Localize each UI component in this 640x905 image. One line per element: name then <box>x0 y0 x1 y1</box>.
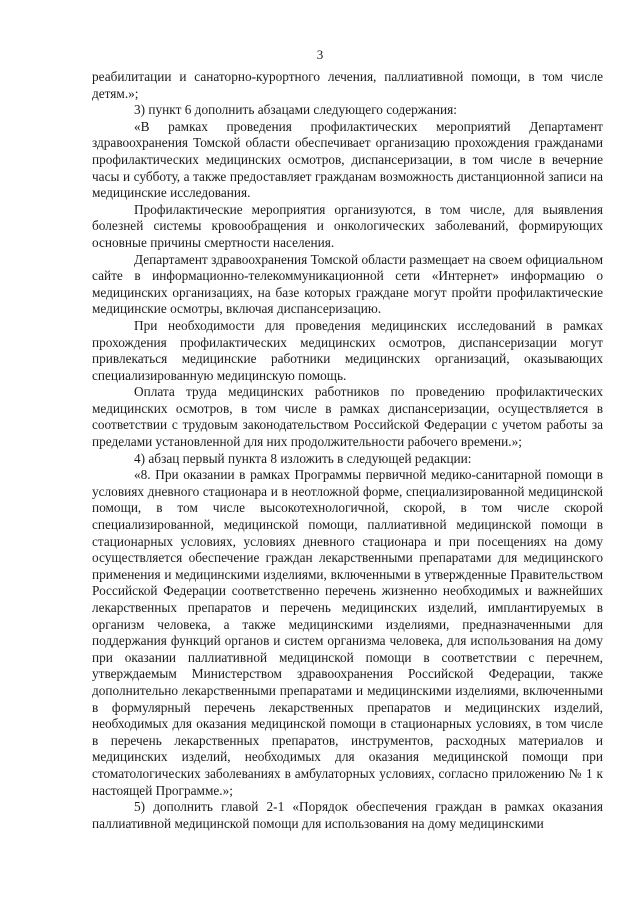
paragraph-medical-workers: При необходимости для проведения медицинских исследований в рамках прохождения профилактических медицинских осмотров, диспансеризации могут привлекаться медицинские работники медицинских организаций, оказывающих специализированную медицинскую помощь. <box>92 317 603 383</box>
paragraph-department-website: Департамент здравоохранения Томской области размещает на своем официальном сайте в информационно-телекоммуникационной сети «Интернет» информацию о медицинских организациях, на базе которых граждане могут пройти профилактические медицинские осмотры, включая диспансеризацию. <box>92 251 603 317</box>
paragraph-continuation: реабилитации и санаторно-курортного лечения, паллиативной помощи, в том числе детям.»; <box>92 69 603 101</box>
paragraph-preventive-measures: «В рамках проведения профилактических мероприятий Департамент здравоохранения Томской области обеспечивает организацию прохождения гражданами профилактических медицинских осмотров, диспансеризации, в том числе в вечерние часы и субботу, а также предоставляет гражданам возможность дистанционной записи на медицинские исследования. <box>92 118 603 201</box>
page-number: 3 <box>316 47 324 62</box>
paragraph-item-4: 4) абзац первый пункта 8 изложить в следующей редакции: <box>134 450 472 466</box>
paragraph-preventive-purpose: Профилактические мероприятия организуются, в том числе, для выявления болезней системы кровообращения и онкологических заболеваний, формирующих основные причины смертности населения. <box>92 201 603 250</box>
paragraph-item-5: 5) дополнить главой 2-1 «Порядок обеспечения граждан в рамках оказания паллиативной медицинской помощи для использования на дому медицинскими <box>92 799 603 831</box>
paragraph-labor-payment: Оплата труда медицинских работников по проведению профилактических медицинских осмотров, в том числе в рамках диспансеризации, осуществляется в соответствии с трудовым законодательством Российской Федерации с учетом работы за пределами установленной для них продолжительности рабочего времени.»; <box>92 384 603 450</box>
document-body <box>92 69 603 832</box>
paragraph-item-3: 3) пункт 6 дополнить абзацами следующего содержания: <box>134 102 457 118</box>
paragraph-clause-8: «8. При оказании в рамках Программы первичной медико-санитарной помощи в условиях дневного стационара и в неотложной форме, специализированной медицинской помощи, в том числе высокотехнологичной, скорой, в том числе скорой специализированной, медицинской помощи, паллиативной медицинской помощи в стационарных условиях, условиях дневного стационара и при посещениях на дому осуществляется обеспечение граждан лекарственными препаратами для медицинского применения и медицинскими изделиями, включенными в утвержденные Правительством Российской Федерации соответственно перечень жизненно необходимых и важнейших лекарственных препаратов и перечень медицинских изделий, имплантируемых в организм человека, а также медицинскими изделиями, предназначенными для поддержания функций органов и систем организма человека, для использования на дому при оказании паллиативной медицинской помощи в соответствии с перечнем, утверждаемым Министерством здравоохранения Российской Федерации, также дополнительно лекарственными препаратами и медицинскими изделиями, включенными в формулярный перечень лекарственных препаратов и медицинских изделий, необходимых для оказания медицинской помощи в стационарных условиях, в том числе в перечень лекарственных препаратов, инструментов, расходных материалов и медицинских изделий, необходимых для оказания медицинской помощи при стоматологических заболеваниях в амбулаторных условиях, согласно приложению № 1 к настоящей Программе.»; <box>92 467 603 798</box>
